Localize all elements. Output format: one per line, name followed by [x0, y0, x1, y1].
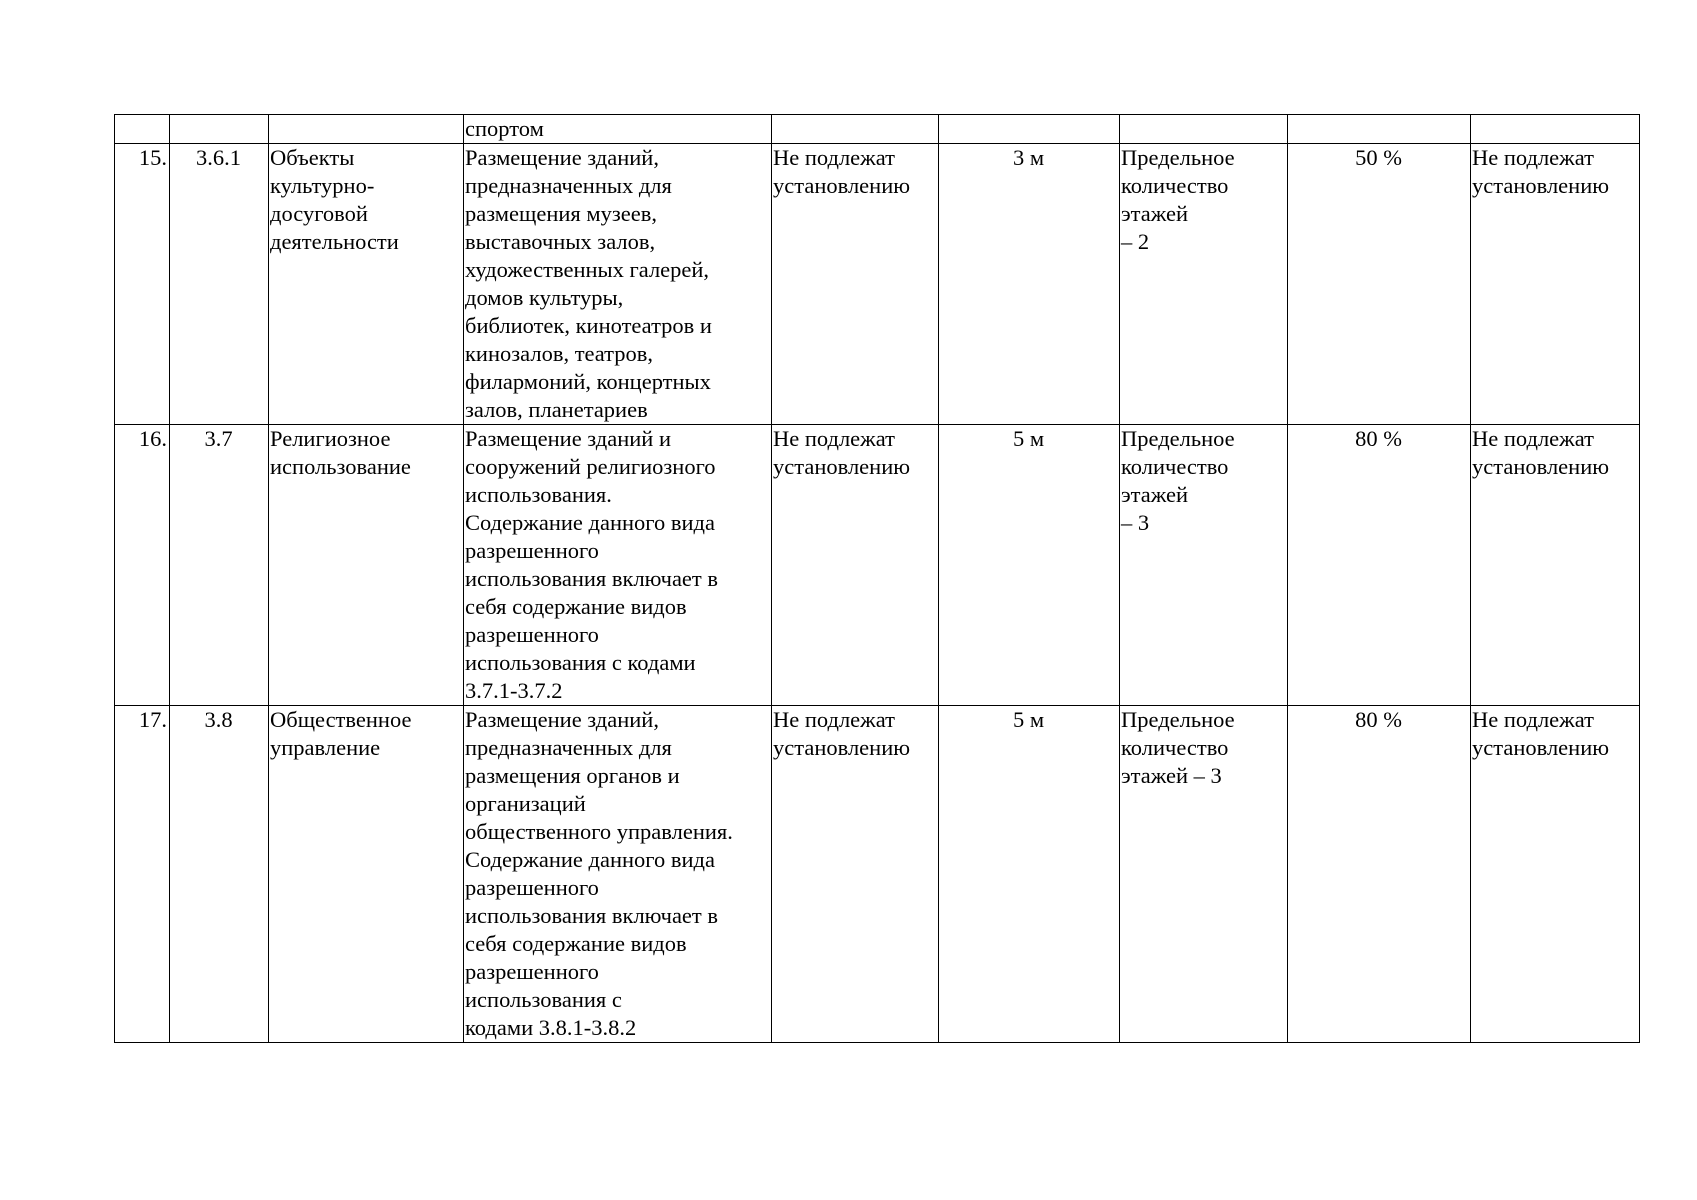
use-description: Размещение зданий и сооружений религиозного использования. Содержание данного вида разрешенного использования включает в себя содержание видов разрешенного использования с кодами 3.7.1-3.7.2: [464, 425, 772, 706]
use-description: Размещение зданий, предназначенных для размещения музеев, выставочных залов, художественных галерей, домов культуры, библиотек, кинотеатров и кинозалов, театров, филармоний, концертных залов, планетариев: [464, 144, 772, 425]
use-description: Размещение зданий, предназначенных для размещения органов и организаций общественного управления. Содержание данного вида разрешенного использования включает в себя содержание видов разрешенного использования с кодами 3.8.1-3.8.2: [464, 706, 772, 1043]
use-code: 3.8: [170, 706, 269, 1043]
coverage-percent: 50 %: [1288, 144, 1471, 425]
floors-limit: Предельное количество этажей – 3: [1120, 425, 1288, 706]
use-name: [269, 115, 464, 144]
row-number: 16.: [115, 425, 170, 706]
table-row: [115, 425, 1640, 706]
use-name: Общественное управление: [269, 706, 464, 1043]
setback: 5 м: [939, 706, 1120, 1043]
coverage-percent: [1288, 115, 1471, 144]
row-number: [115, 115, 170, 144]
use-name: Религиозное использование: [269, 425, 464, 706]
table-row: [115, 144, 1640, 425]
min-area: Не подлежат установлению: [772, 425, 939, 706]
row-number: 15.: [115, 144, 170, 425]
floors-limit: [1120, 115, 1288, 144]
other-parameters: Не подлежат установлению: [1471, 144, 1640, 425]
coverage-percent: 80 %: [1288, 425, 1471, 706]
use-code: [170, 115, 269, 144]
floors-limit: Предельное количество этажей – 3: [1120, 706, 1288, 1043]
setback: 5 м: [939, 425, 1120, 706]
other-parameters: Не подлежат установлению: [1471, 425, 1640, 706]
setback: [939, 115, 1120, 144]
table-row: [115, 115, 1640, 144]
use-code: 3.6.1: [170, 144, 269, 425]
use-name: Объекты культурно- досуговой деятельности: [269, 144, 464, 425]
row-number: 17.: [115, 706, 170, 1043]
use-code: 3.7: [170, 425, 269, 706]
other-parameters: [1471, 115, 1640, 144]
table-row: [115, 706, 1640, 1043]
min-area: Не подлежат установлению: [772, 706, 939, 1043]
min-area: Не подлежат установлению: [772, 144, 939, 425]
setback: 3 м: [939, 144, 1120, 425]
use-description: спортом: [464, 115, 772, 144]
coverage-percent: 80 %: [1288, 706, 1471, 1043]
other-parameters: Не подлежат установлению: [1471, 706, 1640, 1043]
floors-limit: Предельное количество этажей – 2: [1120, 144, 1288, 425]
land-use-table: [114, 114, 1640, 1043]
min-area: [772, 115, 939, 144]
